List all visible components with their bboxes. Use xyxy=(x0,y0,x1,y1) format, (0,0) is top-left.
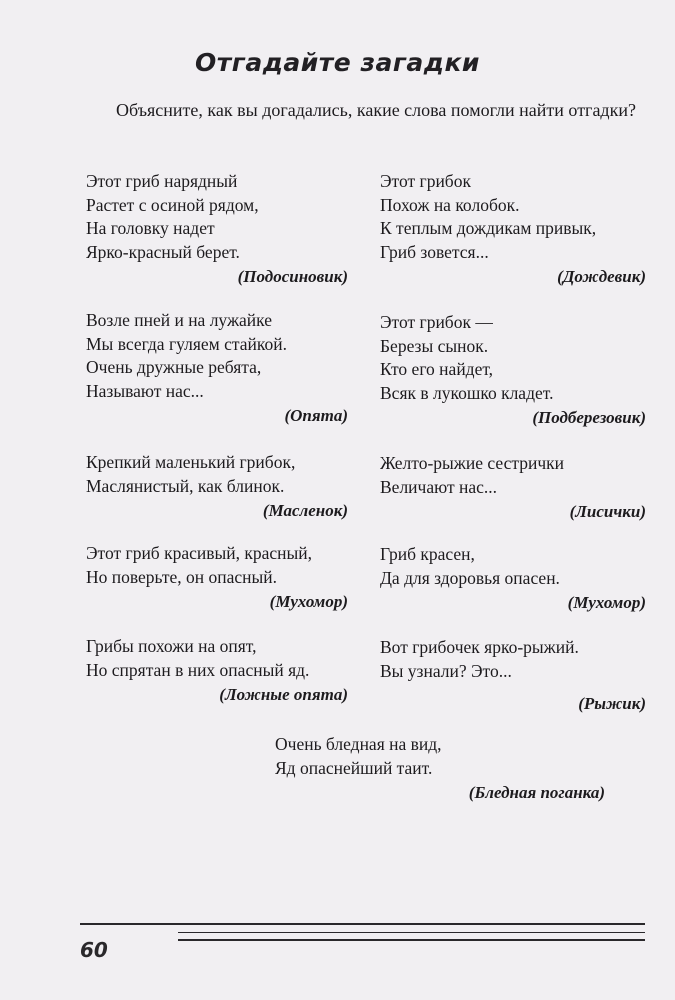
riddle-line: Но спрятан в них опасный яд. xyxy=(86,659,310,680)
riddle-blednaya-poganka xyxy=(275,733,605,805)
riddle-line: Мы всегда гуляем стайкой. xyxy=(86,333,287,354)
riddle-podberezovik xyxy=(380,311,646,430)
riddle-line: Всяк в лукошко кладет. xyxy=(380,382,554,403)
riddle-line: Да для здоровья опасен. xyxy=(380,567,560,588)
riddle-mukhomor-left xyxy=(86,542,348,614)
intro-paragraph xyxy=(86,98,656,122)
page-number: 60 xyxy=(80,938,108,962)
riddle-line: Растет с осиной рядом, xyxy=(86,194,259,215)
riddle-line: Этот грибок — xyxy=(380,312,493,332)
riddle-answer: (Лисички) xyxy=(569,502,646,521)
riddle-line: На головку надет xyxy=(86,218,215,238)
riddle-line: Этот гриб нарядный xyxy=(86,171,238,191)
riddle-lisichki xyxy=(380,452,646,524)
riddle-answer: (Рыжик) xyxy=(578,694,646,713)
riddle-line: Вот грибочек ярко-рыжий. xyxy=(380,637,579,657)
riddle-answer: (Подберезовик) xyxy=(532,408,646,427)
riddle-answer: (Ложные опята) xyxy=(219,685,348,704)
riddle-lozhnye-opyata xyxy=(86,635,348,707)
riddle-answer: (Бледная поганка) xyxy=(468,783,605,802)
riddle-line: Возле пней и на лужайке xyxy=(86,310,273,330)
riddle-opyata xyxy=(86,309,348,428)
riddle-ryzhik xyxy=(380,636,646,716)
page-title: Отгадайте загадки xyxy=(195,48,480,77)
riddle-line: Гриб зовется... xyxy=(380,241,489,262)
riddle-line: Яд опаснейший таит. xyxy=(275,757,433,778)
riddle-answer: (Мухомор) xyxy=(269,592,348,611)
riddle-mukhomor-right xyxy=(380,543,646,615)
riddle-maslenok xyxy=(86,451,348,523)
riddle-line: Очень дружные ребята, xyxy=(86,357,262,377)
footer-rule-top xyxy=(80,923,645,925)
intro-text: Объясните, как вы догадались, какие слова помогли найти отгадки? xyxy=(116,100,636,120)
riddle-answer: (Масленок) xyxy=(262,501,348,520)
riddle-line: Этот грибок xyxy=(380,171,471,191)
riddle-line: К теплым дождикам привык, xyxy=(380,218,597,238)
riddle-answer: (Подосиновик) xyxy=(237,267,348,286)
riddle-answer: (Опята) xyxy=(284,406,348,425)
riddle-line: Ярко-красный берет. xyxy=(86,241,240,262)
riddle-line: Вы узнали? Это... xyxy=(380,660,512,681)
riddle-line: Очень бледная на вид, xyxy=(275,734,442,754)
riddle-line: Желто-рыжие сестрички xyxy=(380,453,564,473)
riddle-line: Гриб красен, xyxy=(380,544,475,564)
riddle-line: Этот гриб красивый, красный, xyxy=(86,543,313,563)
riddle-line: Маслянистый, как блинок. xyxy=(86,475,285,496)
riddle-line: Называют нас... xyxy=(86,380,204,401)
riddle-line: Березы сынок. xyxy=(380,335,489,356)
riddle-answer: (Дождевик) xyxy=(557,267,646,286)
riddle-line: Крепкий маленький грибок, xyxy=(86,452,296,472)
riddle-line: Грибы похожи на опят, xyxy=(86,636,257,656)
riddle-dozhdevik xyxy=(380,170,646,289)
riddle-line: Похож на колобок. xyxy=(380,194,520,215)
riddle-answer: (Мухомор) xyxy=(567,593,646,612)
riddle-line: Кто его найдет, xyxy=(380,359,494,379)
riddle-podosinovik xyxy=(86,170,348,289)
riddle-line: Величают нас... xyxy=(380,476,497,497)
riddle-line: Но поверьте, он опасный. xyxy=(86,566,278,587)
footer-rule-middle xyxy=(178,932,645,933)
footer-rule-bottom xyxy=(178,939,645,941)
